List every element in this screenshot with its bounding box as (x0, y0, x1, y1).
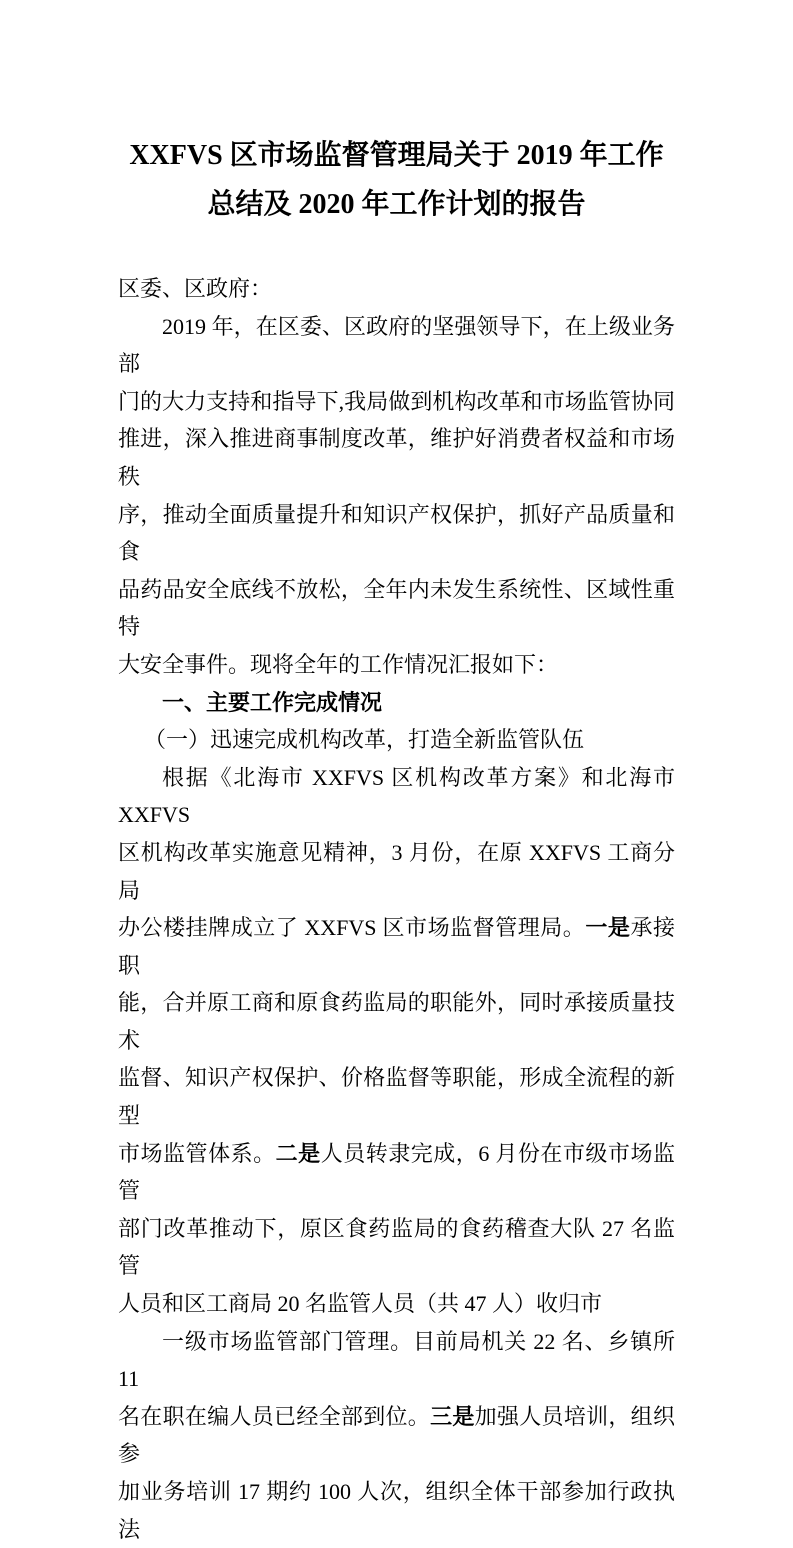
body-paragraph-line: 监督、知识产权保护、价格监督等职能，形成全流程的新型 (118, 1065, 675, 1129)
body-paragraph-line: 能，合并原工商和原食药监局的职能外，同时承接质量技术 (118, 990, 675, 1053)
intro-paragraph-line: 推进，深入推进商事制度改革，维护好消费者权益和市场秩 (118, 426, 675, 489)
emphasis-marker-second: 二是 (275, 1140, 321, 1166)
salutation: 区委、区政府： (118, 276, 273, 301)
intro-paragraph-line: 门的大力支持和指导下,我局做到机构改革和市场监管协同 (118, 388, 675, 414)
intro-paragraph-line: 品药品安全底线不放松，全年内未发生系统性、区域性重特 (118, 576, 675, 640)
intro-paragraph-line: 序，推动全面质量提升和知识产权保护，抓好产品质量和食 (118, 501, 675, 565)
body-paragraph-line: 区机构改革实施意见精神，3 月份，在原 XXFVS 工商分局 (118, 839, 675, 903)
body-text-segment: 人员转隶完成，6 月份在市级市场监管 (118, 1140, 675, 1204)
body-text-segment: 加强人员培训，组织参 (118, 1403, 675, 1467)
intro-paragraph-line: 大安全事件。现将全年的工作情况汇报如下： (118, 651, 559, 677)
body-paragraph-line (118, 1135, 675, 1210)
body-text-segment: 办公楼挂牌成立了 XXFVS 区市场监督管理局。 (118, 915, 586, 941)
body-paragraph-line (118, 909, 675, 984)
body-paragraph-line: 根据《北海市 XXFVS 区机构改革方案》和北海市 XXFVS (118, 764, 675, 828)
document-title (118, 131, 675, 229)
body-paragraph-line: 加业务培训 17 期约 100 人次，组织全体干部参加行政执法 (118, 1479, 675, 1542)
intro-paragraph-line: 2019 年，在区委、区政府的坚强领导下，在上级业务部 (118, 313, 675, 377)
body-paragraph-line (118, 1398, 675, 1473)
document-body (118, 270, 675, 1548)
emphasis-marker-third: 三是 (430, 1403, 475, 1429)
body-text-segment: 承接职 (118, 915, 675, 978)
body-paragraph-line: 人员和区工商局 20 名监管人员（共 47 人）收归市 (118, 1291, 603, 1317)
body-text-segment: 市场监管体系。 (118, 1140, 276, 1166)
body-text-segment: 名在职在编人员已经全部到位。 (118, 1403, 431, 1429)
title-line-1: XXFVS 区市场监督管理局关于 2019 年工作 (129, 140, 664, 171)
emphasis-marker-first: 一是 (585, 915, 631, 941)
document-content (118, 0, 675, 1548)
body-paragraph-line: 一级市场监管部门管理。目前局机关 22 名、乡镇所 11 (118, 1328, 675, 1392)
section-heading: 一、主要工作完成情况 (162, 689, 383, 715)
section-subheading: （一）迅速完成机构改革，打造全新监管队伍 (144, 727, 585, 753)
title-line-2: 总结及 2020 年工作计划的报告 (207, 189, 586, 220)
body-paragraph-line: 部门改革推动下，原区食药监局的食药稽查大队 27 名监管 (118, 1215, 675, 1279)
